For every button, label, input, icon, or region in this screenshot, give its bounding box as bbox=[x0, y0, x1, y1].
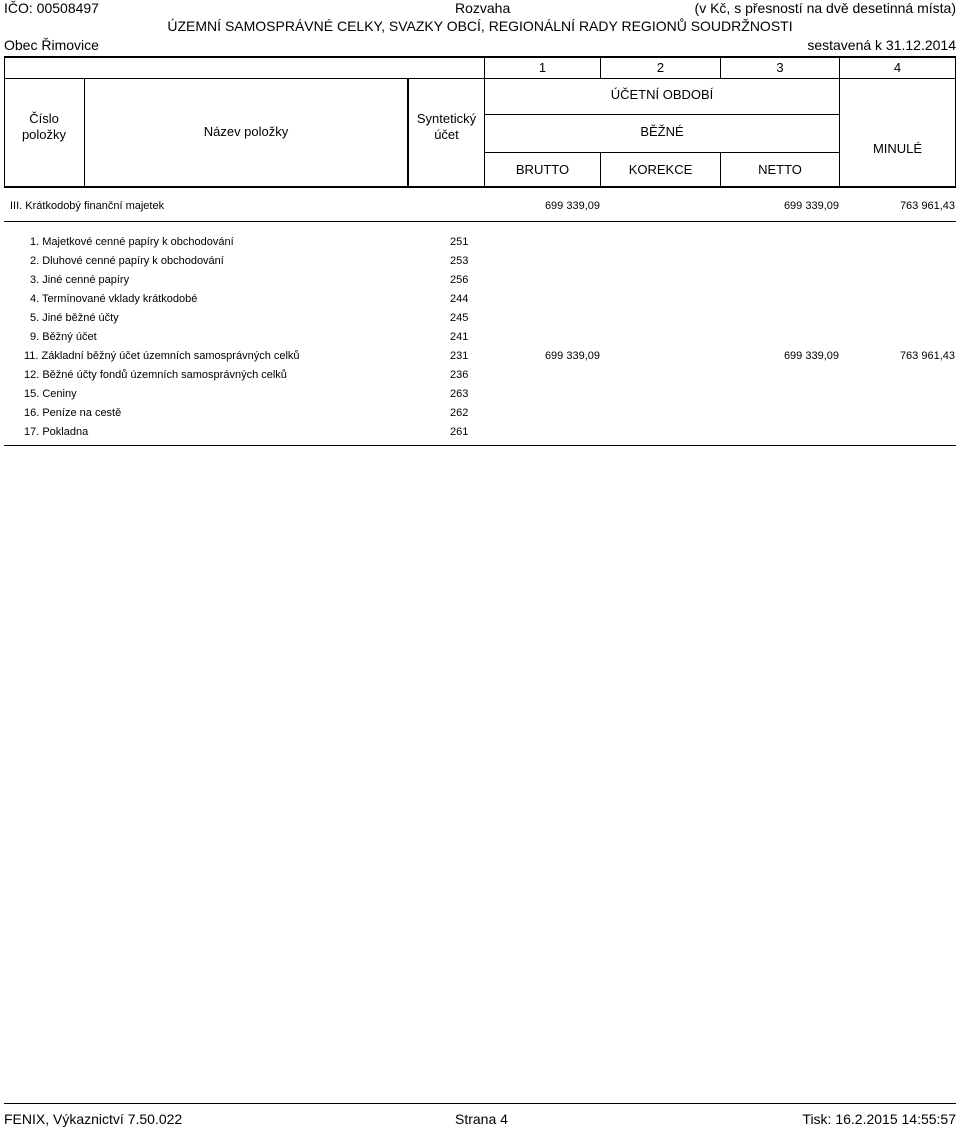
row-label: 1. Majetkové cenné papíry k obchodování bbox=[30, 236, 234, 248]
col-number-1: 1 bbox=[538, 60, 547, 75]
header-minule: MINULÉ bbox=[872, 141, 923, 156]
table-row bbox=[0, 407, 960, 425]
row-label: 2. Dluhové cenné papíry k obchodování bbox=[30, 255, 224, 267]
row-ucet: 253 bbox=[450, 255, 469, 267]
row-ucet: 231 bbox=[450, 350, 469, 362]
header-top-border bbox=[4, 56, 956, 58]
header-cislo-line1: Číslo bbox=[29, 111, 59, 126]
row-ucet: 251 bbox=[450, 236, 469, 248]
header-brutto: BRUTTO bbox=[515, 162, 570, 177]
footer-print-time: Tisk: 16.2.2015 14:55:57 bbox=[802, 1111, 956, 1127]
table-row bbox=[0, 369, 960, 387]
header-ucetni-obdobi: ÚČETNÍ OBDOBÍ bbox=[610, 87, 714, 102]
row-label: 9. Běžný účet bbox=[30, 331, 97, 343]
table-row bbox=[0, 236, 960, 254]
col-number-2: 2 bbox=[656, 60, 665, 75]
col-number-3: 3 bbox=[776, 60, 784, 75]
entity-name: Obec Řimovice bbox=[4, 37, 99, 53]
table-row bbox=[0, 350, 960, 368]
header-netto: NETTO bbox=[758, 162, 802, 177]
row-ucet: 245 bbox=[450, 312, 469, 324]
header-korekce: KOREKCE bbox=[628, 162, 693, 177]
col-number-4: 4 bbox=[893, 60, 902, 75]
table-row bbox=[0, 293, 960, 311]
row-label: 4. Termínované vklady krátkodobé bbox=[30, 293, 198, 305]
row-ucet: 262 bbox=[450, 407, 469, 419]
table-row bbox=[0, 388, 960, 406]
table-row bbox=[0, 274, 960, 292]
row-ucet: 244 bbox=[450, 293, 469, 305]
row-label: 16. Peníze na cestě bbox=[24, 407, 122, 419]
row-label: 5. Jiné běžné účty bbox=[30, 312, 119, 324]
header-bottom-border bbox=[4, 186, 956, 188]
row-label: 11. Základní běžný účet územních samosprávných celků bbox=[24, 350, 300, 362]
table-row bbox=[0, 331, 960, 349]
header-nazev: Název položky bbox=[203, 124, 289, 139]
section-divider bbox=[4, 221, 956, 222]
units-note: (v Kč, s přesností na dvě desetinná místa) bbox=[694, 0, 956, 16]
row-netto: 699 339,09 bbox=[783, 350, 839, 362]
row-ucet: 256 bbox=[450, 274, 469, 286]
report-subtitle: ÚZEMNÍ SAMOSPRÁVNÉ CELKY, SVAZKY OBCÍ, REGIONÁLNÍ RADY REGIONŮ SOUDRŽNOSTI bbox=[167, 18, 793, 34]
footer-software: FENIX, Výkaznictví 7.50.022 bbox=[4, 1111, 183, 1127]
row-label: 17. Pokladna bbox=[24, 426, 89, 438]
row-ucet: 261 bbox=[450, 426, 469, 438]
header-line-bezne bbox=[484, 152, 840, 153]
header-line-numbers bbox=[4, 78, 956, 79]
col-sep-6 bbox=[839, 56, 840, 188]
row-brutto: 699 339,09 bbox=[544, 350, 600, 362]
compiled-date: sestavená k 31.12.2014 bbox=[807, 37, 956, 53]
report-title: Rozvaha bbox=[455, 0, 511, 16]
section-label: III. Krátkodobý finanční majetek bbox=[10, 200, 165, 212]
header-cislo-line2: položky bbox=[21, 127, 67, 142]
row-label: 12. Běžné účty fondů územních samosprávných celků bbox=[24, 369, 287, 381]
row-ucet: 236 bbox=[450, 369, 469, 381]
header-synteticky-line1: Syntetický bbox=[416, 111, 477, 126]
section-minule: 763 961,43 bbox=[899, 200, 955, 212]
table-end-divider bbox=[4, 445, 956, 446]
header-line-obdobi bbox=[484, 114, 840, 115]
header-synteticky-line2: účet bbox=[434, 127, 459, 142]
row-label: 15. Ceniny bbox=[24, 388, 77, 400]
row-minule: 763 961,43 bbox=[899, 350, 955, 362]
row-ucet: 241 bbox=[450, 331, 469, 343]
table-row bbox=[0, 312, 960, 330]
section-netto: 699 339,09 bbox=[783, 200, 839, 212]
footer-divider bbox=[4, 1103, 956, 1104]
row-label: 3. Jiné cenné papíry bbox=[30, 274, 130, 286]
header-right-border bbox=[955, 56, 956, 188]
table-row bbox=[0, 255, 960, 273]
table-row bbox=[0, 426, 960, 444]
footer-page-number: Strana 4 bbox=[455, 1111, 508, 1127]
ico-label: IČO: 00508497 bbox=[4, 0, 99, 16]
row-ucet: 263 bbox=[450, 388, 469, 400]
header-bezne: BĚŽNÉ bbox=[640, 124, 684, 139]
section-brutto: 699 339,09 bbox=[544, 200, 600, 212]
